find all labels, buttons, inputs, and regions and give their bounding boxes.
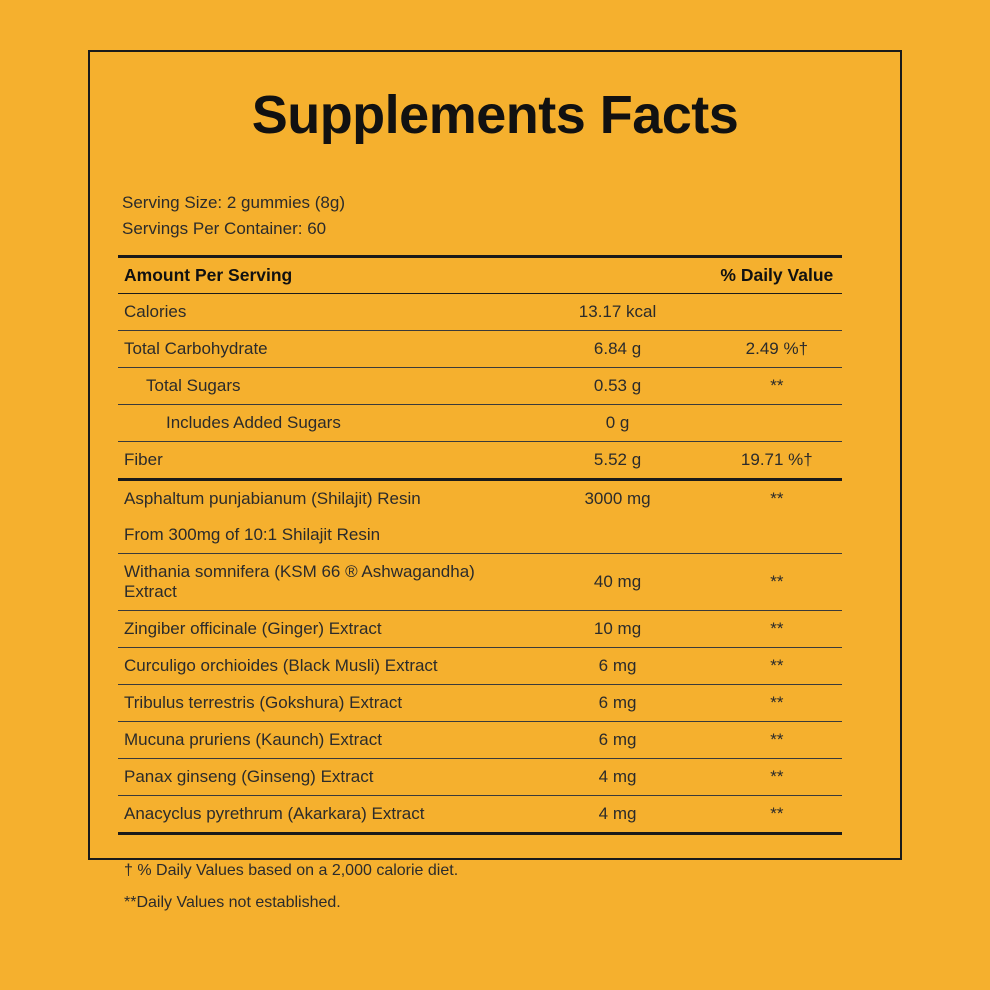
row-daily-value: 19.71 %† [740,449,813,469]
row-label: Total Sugars [146,375,241,395]
table-row [118,293,842,330]
row-amount: 40 mg [593,571,642,591]
row-amount: 6 mg [598,655,637,675]
column-header-spacer [523,256,711,293]
row-amount: 6.84 g [593,338,642,358]
row-daily-value: ** [770,571,784,591]
row-label: Anacyclus pyrethrum (Akarkara) Extract [124,803,425,823]
row-amount: 10 mg [593,618,642,638]
row-label: Calories [124,301,187,321]
row-daily-value: ** [770,375,784,395]
row-daily-value: ** [770,803,784,823]
table-row [118,367,842,404]
nutrition-table [118,255,842,835]
row-daily-value: ** [770,618,784,638]
row-amount: 4 mg [598,766,637,786]
serving-info [90,190,900,243]
row-label: Zingiber officinale (Ginger) Extract [124,618,382,638]
row-label: Withania somnifera (KSM 66 ® Ashwagandha) Extract [124,561,475,601]
table-row [118,553,842,610]
row-daily-value: ** [770,655,784,675]
row-daily-value: ** [770,692,784,712]
row-amount: 13.17 kcal [578,301,657,321]
page-title: Supplements Facts [251,85,739,145]
column-header-daily-value: % Daily Value [720,264,834,285]
row-label: Panax ginseng (Ginseng) Extract [124,766,374,786]
row-amount: 5.52 g [593,449,642,469]
column-header-amount-per-serving: Amount Per Serving [124,264,293,285]
footnote-daily-value-basis: † % Daily Values based on a 2,000 calorie diet. [124,861,459,879]
table-row [118,479,842,517]
row-amount: 4 mg [598,803,637,823]
row-daily-value: ** [770,488,784,508]
serving-size: Serving Size: 2 gummies (8g) [122,193,345,212]
row-label: Asphaltum punjabianum (Shilajit) Resin [124,488,421,508]
footnotes [124,855,900,919]
row-label: Tribulus terrestris (Gokshura) Extract [124,692,403,712]
row-amount: 3000 mg [584,488,651,508]
table-row-subnote [118,517,842,554]
row-daily-value: ** [770,766,784,786]
table-row [118,647,842,684]
row-daily-value [712,293,842,330]
table-row [118,610,842,647]
table-row [118,330,842,367]
row-amount [523,517,711,554]
servings-per-container: Servings Per Container: 60 [122,219,327,239]
table-row [118,404,842,441]
row-amount: 6 mg [598,729,637,749]
row-daily-value [712,404,842,441]
row-label: Curculigo orchioides (Black Musli) Extract [124,655,438,675]
row-daily-value [712,517,842,554]
table-header-row [118,256,842,293]
footnote-not-established: **Daily Values not established. [124,893,341,911]
table-row [118,684,842,721]
row-amount: 0 g [605,412,630,432]
row-label: Includes Added Sugars [166,412,341,432]
table-row [118,758,842,795]
row-label: From 300mg of 10:1 Shilajit Resin [124,524,381,544]
row-amount: 0.53 g [593,375,642,395]
row-amount: 6 mg [598,692,637,712]
row-label: Mucuna pruriens (Kaunch) Extract [124,729,382,749]
supplement-facts-panel [88,50,902,911]
row-daily-value: ** [770,729,784,749]
row-daily-value: 2.49 %† [745,338,809,358]
table-row [118,721,842,758]
table-row [118,441,842,479]
row-label: Fiber [124,449,163,469]
row-label: Total Carbohydrate [124,338,268,358]
table-row [118,795,842,833]
